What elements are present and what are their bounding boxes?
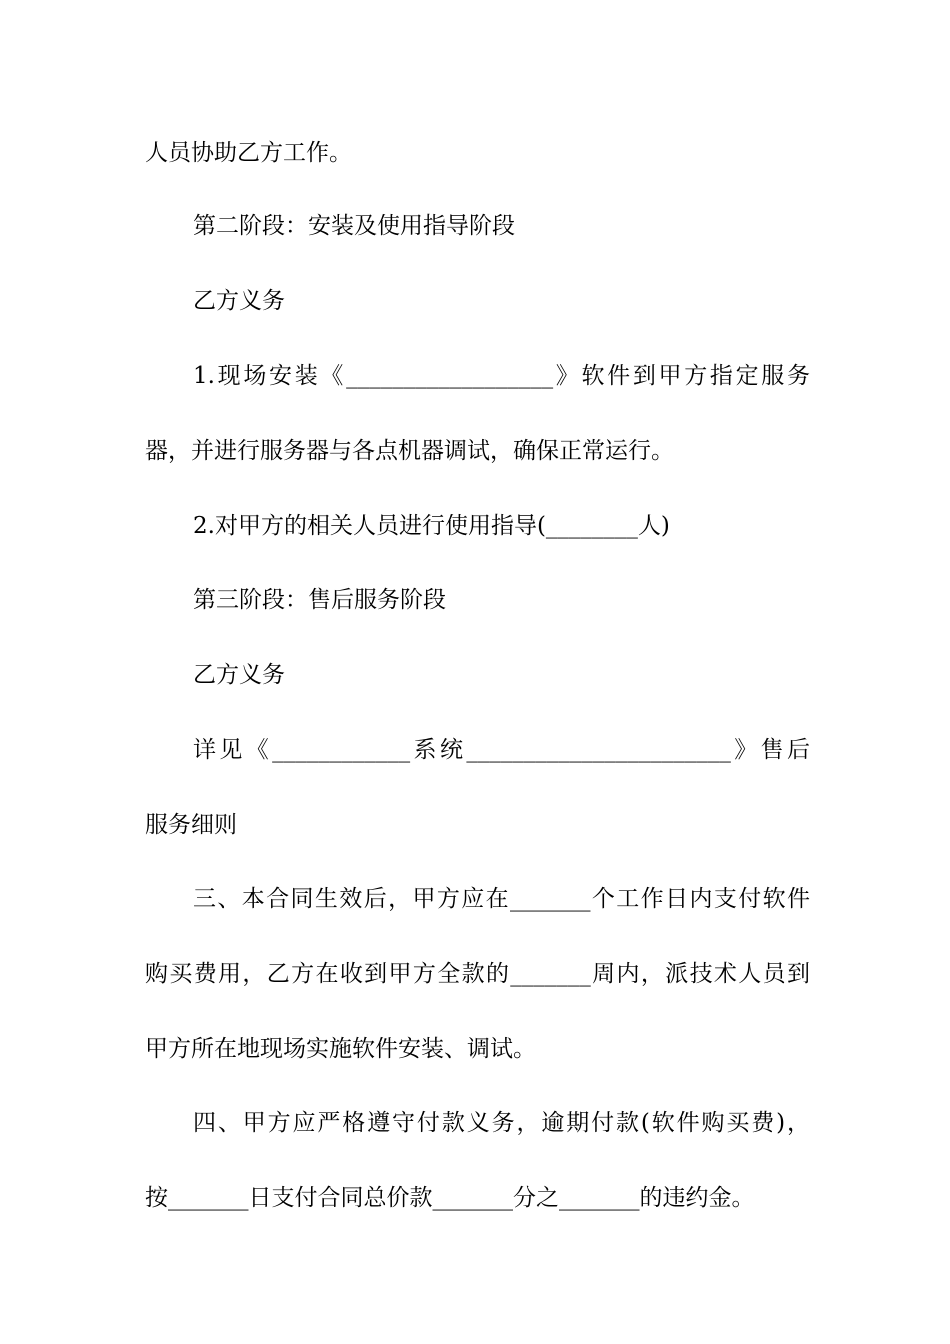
subheading: 乙方义务 [193,662,285,688]
text-line: 人员协助乙方工作。 [145,140,352,166]
paragraph-line: 购买费用，乙方在收到甲方全款的_______周内，派技术人员到 [145,961,810,987]
paragraph-line: 器，并进行服务器与各点机器调试，确保正常运行。 [145,438,674,464]
paragraph-line: 四、甲方应严格遵守付款义务，逾期付款(软件购买费)， [193,1110,810,1136]
paragraph-line: 2.对甲方的相关人员进行使用指导(________人) [193,513,670,539]
paragraph-line: 服务细则 [145,812,237,838]
subheading: 乙方义务 [193,288,285,314]
section-heading: 第二阶段：安装及使用指导阶段 [193,213,515,239]
paragraph-line: 甲方所在地现场实施软件安装、调试。 [145,1036,536,1062]
paragraph-line: 详见《____________系统_______________________》售后 [193,737,810,763]
section-heading: 第三阶段：售后服务阶段 [193,587,446,613]
paragraph-line: 三、本合同生效后，甲方应在_______个工作日内支付软件 [193,886,810,912]
paragraph-line: 按_______日支付合同总价款_______分之_______的违约金。 [145,1185,755,1211]
paragraph-line: 1.现场安装《__________________》软件到甲方指定服务 [193,363,810,389]
